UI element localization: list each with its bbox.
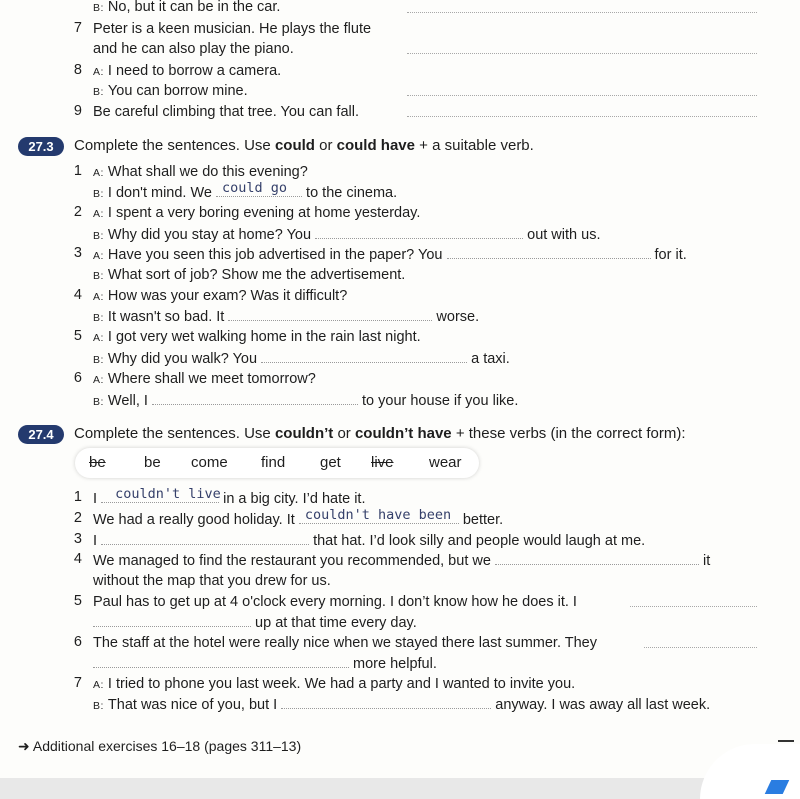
speaker-a-line: A: I need to borrow a camera. (93, 63, 282, 79)
answer-gap[interactable] (447, 245, 651, 259)
item-number: 7 (73, 675, 82, 691)
item-number: 3 (73, 245, 82, 261)
answer-gap[interactable] (495, 551, 699, 565)
item-text: We managed to find the restaurant you recommended, but we it (93, 553, 711, 569)
item-text: We had a really good holiday. It couldn't have been better. (93, 507, 504, 528)
item-text: Be careful climbing that tree. You can fall. (93, 104, 359, 120)
answer-line[interactable] (407, 116, 757, 117)
exercise-heading: Complete the sentences. Use couldn’t or couldn’t have + these verbs (in the correct form): (74, 425, 686, 442)
item-number: 2 (73, 204, 82, 220)
handwritten-answer: couldn't live (115, 486, 221, 502)
item-number: 5 (73, 593, 82, 609)
answer-gap[interactable] (261, 349, 467, 363)
item-text: Paul has to get up at 4 o'clock every morning. I don’t know how he does it. I (93, 594, 577, 610)
speaker-b-line: B: It wasn't so bad. It worse. (93, 309, 480, 325)
answer-gap[interactable] (93, 654, 349, 668)
speaker-b-line: B: Well, I to your house if you like. (93, 393, 519, 409)
item-number: 2 (73, 510, 82, 526)
item-number: 1 (73, 163, 82, 179)
word: come (191, 454, 228, 471)
item-text: I that hat. I’d look silly and people would laugh at me. (93, 533, 646, 549)
item-number: 5 (73, 328, 82, 344)
speaker-a-line: A: Have you seen this job advertised in the paper? You for it. (93, 247, 687, 263)
item-text: more helpful. (93, 654, 437, 673)
item-text: up at that time every day. (93, 613, 417, 632)
word: get (320, 454, 341, 471)
item-text: without the map that you drew for us. (93, 573, 331, 589)
speaker-a-line: A: I got very wet walking home in the rain last night. (93, 329, 421, 345)
answer-gap[interactable] (93, 613, 251, 627)
item-number: 4 (73, 287, 82, 303)
speaker-a-line: A: Where shall we meet tomorrow? (93, 371, 316, 387)
answer-line[interactable] (407, 12, 757, 13)
corner-fold (700, 744, 800, 799)
answer-gap[interactable] (101, 486, 221, 503)
item-number: 6 (73, 370, 82, 386)
item-number: 6 (73, 634, 82, 650)
item-text: Peter is a keen musician. He plays the flute (93, 21, 372, 37)
answer-line[interactable] (630, 606, 757, 607)
answer-gap[interactable] (299, 507, 459, 524)
word-box (75, 448, 479, 478)
exercise-badge-27-4: 27.4 (18, 425, 64, 444)
speaker-b-line: B: What sort of job? Show me the advertisement. (93, 267, 406, 283)
answer-line[interactable] (644, 647, 757, 648)
handwritten-answer: couldn't have been (304, 507, 452, 523)
arrow-icon: ➜ (18, 738, 30, 754)
word-crossed: be (89, 454, 106, 471)
answer-gap[interactable] (152, 391, 358, 405)
word: find (261, 454, 286, 471)
item-number: 9 (73, 103, 82, 119)
answer-gap[interactable] (228, 307, 432, 321)
answer-gap[interactable] (315, 225, 523, 239)
item-number: 4 (73, 551, 82, 567)
exercise-heading: Complete the sentences. Use could or could have + a suitable verb. (74, 137, 534, 154)
item-number: 8 (73, 62, 82, 78)
bottom-bar (0, 778, 800, 799)
item-number: 1 (73, 489, 82, 505)
dash-mark (778, 740, 794, 742)
item-number: 7 (73, 20, 82, 36)
answer-gap[interactable] (101, 531, 309, 545)
item-text: I couldn't live in a big city. I’d hate it. (93, 486, 366, 507)
speaker-a-line: A: How was your exam? Was it difficult? (93, 288, 348, 304)
speaker-a-line: A: What shall we do this evening? (93, 164, 308, 180)
speaker-b-line: B: No, but it can be in the car. (93, 0, 281, 15)
speaker-b-line: B: Why did you walk? You a taxi. (93, 351, 510, 367)
answer-line[interactable] (407, 95, 757, 96)
speaker-a-line: A: I spent a very boring evening at home yesterday. (93, 205, 421, 221)
exercise-badge-27-3: 27.3 (18, 137, 64, 156)
item-text: The staff at the hotel were really nice when we stayed there last summer. They (93, 635, 597, 651)
word: be (144, 454, 161, 471)
item-number: 3 (73, 531, 82, 547)
speaker-b-line: B: I don't mind. We could go to the cinema. (93, 180, 398, 201)
speaker-b-line: B: Why did you stay at home? You out with us. (93, 227, 601, 243)
additional-exercises-link[interactable]: ➜ Additional exercises 16–18 (pages 311–13) (18, 738, 302, 754)
word-crossed: live (371, 454, 394, 471)
item-text: and he can also play the piano. (93, 41, 294, 57)
word: wear (429, 454, 462, 471)
answer-gap[interactable] (216, 180, 302, 197)
handwritten-answer: could go (222, 180, 288, 196)
answer-gap[interactable] (281, 695, 491, 709)
speaker-a-line: A: I tried to phone you last week. We had a party and I wanted to invite you. (93, 676, 576, 692)
speaker-b-line: B: You can borrow mine. (93, 83, 248, 99)
speaker-b-line: B: That was nice of you, but I anyway. I was away all last week. (93, 697, 711, 713)
answer-line[interactable] (407, 53, 757, 54)
